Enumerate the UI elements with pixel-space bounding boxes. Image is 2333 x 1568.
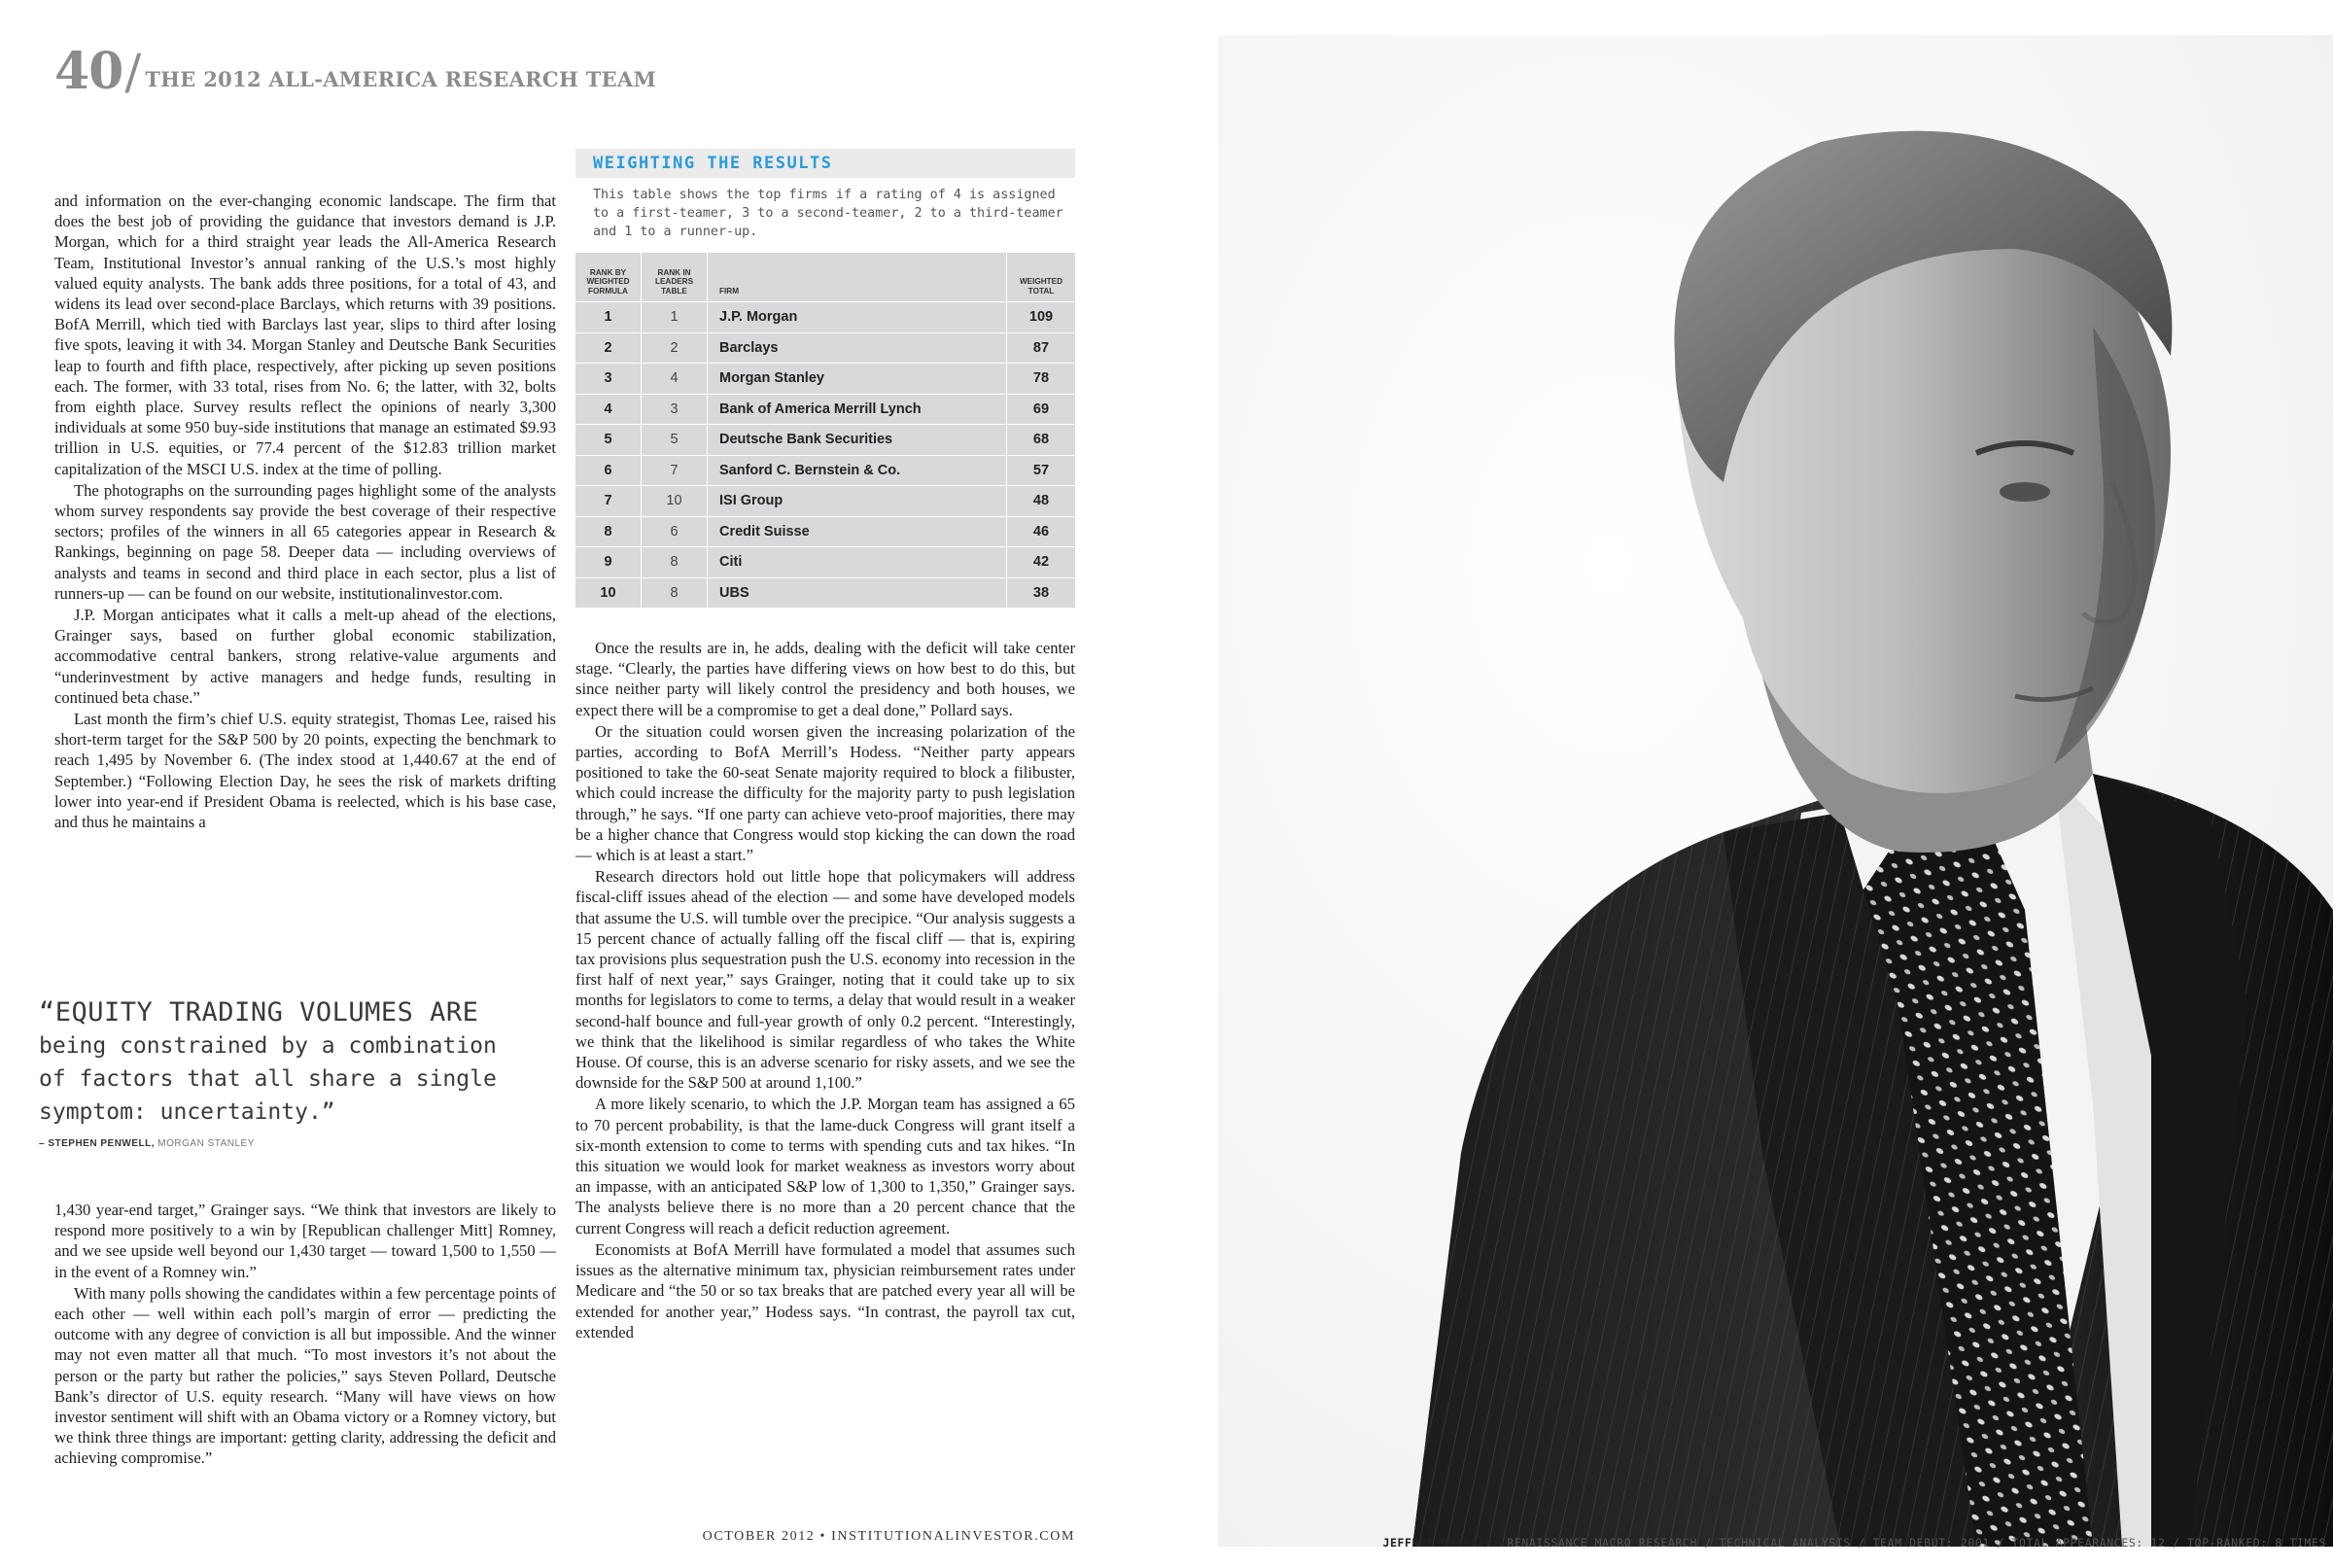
pull-quote-credit-firm: MORGAN STANLEY [155,1138,255,1149]
table-row [575,577,1075,609]
cell-rank: 3 [575,363,642,394]
article-column-left-top [54,191,556,833]
header-rank-weighted: RANK BY WEIGHTED FORMULA [575,253,642,301]
cell-leaders: 10 [642,485,708,516]
table-row [575,424,1075,455]
pull-quote-credit [39,1138,564,1149]
cell-total: 109 [1007,301,1075,332]
portrait-illustration [1218,35,2333,1547]
paragraph: Economists at BofA Merrill have formulated a model that assumes such issues as the alternative minimum tax, physician reimbursement rates under Medicare and “the 50 or so tax breaks that are patched every year all will be extended for another year,” Hodess says. “In contrast, the payroll tax cut, extended [575,1239,1075,1342]
cell-rank: 8 [575,516,642,547]
pull-quote-lead: “EQUITY TRADING VOLUMES ARE [39,997,479,1028]
running-head-slash: / [124,44,142,100]
cell-total: 48 [1007,485,1075,516]
cell-firm: UBS [708,577,1007,609]
paragraph: A more likely scenario, to which the J.P. Morgan team has assigned a 65 to 70 percent probability, is that the lame-duck Congress will grant itself a six-month extension to come to terms with spending cuts and tax hikes. “In this situation we would look for market weakness as investors worry about an impasse, with an anticipated S&P low of 1,300 to 1,350,” Grainger says. The analysts believe there is no more than a 20 percent chance that the current Congress will reach a deficit reduction agreement. [575,1095,1075,1237]
pull-quote-line: of factors that all share a single [39,1066,497,1092]
cell-firm: Sanford C. Bernstein & Co. [708,455,1007,486]
paragraph: Last month the firm’s chief U.S. equity strategist, Thomas Lee, raised his short-term target for the S&P 500 by 20 points, expecting the benchmark to reach 1,495 by November 6. (The index stood at 1,440.67 at the end of September.) “Following Election Day, he sees the risk of markets drifting lower into year-end if President Obama is reelected, which is his base case, and thus he maintains a [54,710,556,832]
cell-leaders: 1 [642,301,708,332]
cell-rank: 7 [575,485,642,516]
page-number: 40 [54,42,123,101]
cell-total: 57 [1007,455,1075,486]
cell-firm: Citi [708,546,1007,577]
cell-total: 78 [1007,363,1075,394]
cell-total: 42 [1007,546,1075,577]
portrait-photo [1218,35,2333,1547]
pull-quote-credit-name: – STEPHEN PENWELL, [39,1138,156,1149]
sidebar-intro: This table shows the top firms if a rating of 4 is assigned to a first-teamer, 3 to a second-teamer, 2 to a third-teamer and 1 to a runner-up. [593,188,1063,239]
table-row [575,363,1075,394]
sidebar-header [575,149,1075,178]
table-row [575,394,1075,425]
cell-total: 68 [1007,424,1075,455]
paragraph: The photographs on the surrounding pages highlight some of the analysts whom survey respondents say provide the best coverage of their respective sectors; profiles of the winners in all 65 categories appear in Research & Rankings, beginning on page 58. Deeper data — including overviews of analysts and teams in second and third place in each sector, plus a list of runners-up — can be found on our website, institutionalinvestor.com. [54,480,556,603]
paragraph: With many polls showing the candidates within a few percentage points of each other — well within each poll’s margin of error — predicting the outcome with any degree of conviction is all but impossible. And the winner may not even matter all that much. “To most investors it’s not about the person or the party but rather the policies,” says Steven Pollard, Deutsche Bank’s director of U.S. equity research. “Many will have views on how investor sentiment will shift with an Obama victory or a Romney victory, but we think three things are important: getting clarity, addressing the deficit and achieving compromise.” [54,1283,556,1468]
table-row [575,455,1075,486]
weighting-sidebar [575,149,1075,608]
cell-firm: Credit Suisse [708,516,1007,547]
cell-leaders: 2 [642,332,708,364]
article-column-left-bottom [54,1200,556,1470]
cell-rank: 5 [575,424,642,455]
cell-total: 87 [1007,332,1075,364]
cell-leaders: 8 [642,577,708,609]
cell-firm: Bank of America Merrill Lynch [708,394,1007,425]
cell-total: 38 [1007,577,1075,609]
cell-firm: Barclays [708,332,1007,364]
cell-firm: J.P. Morgan [708,301,1007,332]
cell-rank: 4 [575,394,642,425]
table-header-row [575,253,1075,301]
cell-leaders: 4 [642,363,708,394]
paragraph: and information on the ever-changing economic landscape. The firm that does the best job of providing the guidance that investors demand is J.P. Morgan, which for a third straight year leads the All-America Research Team, Institutional Investor’s annual ranking of the U.S.’s most highly valued equity analysts. The bank adds three positions, for a total of 43, and widens its lead over second-place Barclays, which returns with 39 positions. BofA Merrill, which tied with Barclays last year, slips to third after losing five spots, leaving it with 34. Morgan Stanley and Deutsche Bank Securities leap to fourth and fifth place, respectively, after picking up seven positions each. The former, with 33 total, rises from No. 6; the latter, with 32, bolts from eighth place. Survey results reflect the opinions of nearly 3,300 individuals at some 950 buy-side institutions that manage an estimated $9.93 trillion in U.S. equities, or 77.4 percent of the $12.83 trillion market capitalization of the MSCI U.S. index at the time of polling. [54,192,556,478]
header-rank-leaders: RANK IN LEADERS TABLE [642,253,708,301]
table-row [575,546,1075,577]
paragraph: Once the results are in, he adds, dealing with the deficit will take center stage. “Clearly, the parties have differing views on how best to do this, but since neither party will likely control the presidency and both houses, we expect there will be a compromise to get a deal done,” Pollard says. [575,639,1075,719]
weighting-table [575,253,1075,608]
paragraph: Or the situation could worsen given the increasing polarization of the parties, according to BofA Merrill’s Hodess. “Neither party appears positioned to take the 60-seat Senate majority required to block a filibuster, which could increase the difficulty for the majority party to push legislation through,” he says. “If one party can achieve veto-proof majorities, there may be a higher chance that Congress would stop kicking the can down the road — which is at least a start.” [575,721,1075,865]
sidebar-title: WEIGHTING THE RESULTS [593,154,833,173]
pull-quote-line: symptom: uncertainty.” [39,1099,335,1125]
paragraph: 1,430 year-end target,” Grainger says. “We think that investors are likely to respond more positively to a win by [Republican challenger Mitt] Romney, and we see upside well beyond our 1,430 target — toward 1,500 to 1,550 — in the event of a Romney win.” [54,1201,556,1281]
header-firm: FIRM [708,253,1007,301]
cell-rank: 2 [575,332,642,364]
cell-leaders: 8 [642,546,708,577]
cell-leaders: 3 [642,394,708,425]
pull-quote [39,996,564,1149]
article-column-right [575,638,1075,1343]
cell-firm: Morgan Stanley [708,363,1007,394]
cell-rank: 10 [575,577,642,609]
header-weighted-total: WEIGHTED TOTAL [1007,253,1075,301]
photo-caption [1218,1536,2326,1550]
table-row [575,516,1075,547]
cell-leaders: 5 [642,424,708,455]
table-row [575,332,1075,364]
cell-leaders: 7 [642,455,708,486]
pull-quote-line: being constrained by a combination [39,1033,497,1059]
cell-total: 69 [1007,394,1075,425]
table-row [575,301,1075,332]
paragraph: Research directors hold out little hope that policymakers will address fiscal-cliff issues ahead of the election — and some have developed models that assume the U.S. will tumble over the precipice. “Our analysis suggests a 15 percent chance of actually falling off the fiscal cliff — that is, expiring tax provisions plus sequestration push the U.S. economy into recession in the first half of next year,” says Grainger, noting that it could take up to six months for legislators to come to terms, a delay that would result in a weaker second-half bounce and full-year growth of only 0.2 percent. “Interestingly, we think that the likelihood is similar regardless of who takes the White House. Of course, this is an adverse scenario for risky assets, and we see the downside for the S&P 500 at around 1,100.” [575,867,1075,1093]
cell-leaders: 6 [642,516,708,547]
cell-total: 46 [1007,516,1075,547]
paragraph: J.P. Morgan anticipates what it calls a melt-up ahead of the elections, Grainger says, based on further global economic stabilization, accommodative central bankers, strong relative-value arguments and “underinvestment by active managers and hedge funds, resulting in continued beta chase.” [54,606,556,707]
cell-firm: ISI Group [708,485,1007,516]
table-row [575,485,1075,516]
folio: OCTOBER 2012 • INSTITUTIONALINVESTOR.COM [702,1529,1075,1544]
cell-rank: 9 [575,546,642,577]
cell-rank: 6 [575,455,642,486]
caption-details: RENAISSANCE MACRO RESEARCH / TECHNICAL ANALYSIS / TEAM DEBUT: 2001 / TOTAL APPEARANCES: 12 / TOP-RANKED: 8 TIMES [1499,1536,2326,1550]
running-head [54,39,657,101]
section-title: THE 2012 ALL-AMERICA RESEARCH TEAM [145,67,657,91]
cell-firm: Deutsche Bank Securities [708,424,1007,455]
caption-name: JEFFREY DEGRAAF: [1382,1536,1500,1550]
cell-rank: 1 [575,301,642,332]
